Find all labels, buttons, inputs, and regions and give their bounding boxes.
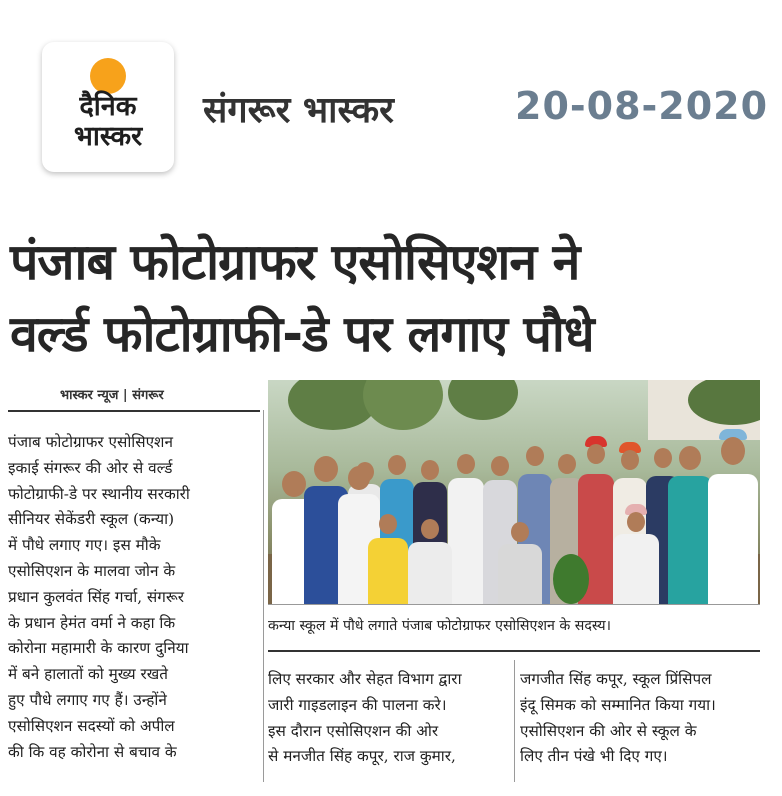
tree-shape (448, 380, 518, 420)
column-line: इकाई संगरूर की ओर से वर्ल्ड (8, 458, 173, 477)
column-line: जारी गाइडलाइन की पालना करे। (268, 695, 447, 714)
potted-plant (553, 508, 589, 604)
logo-line-1: दैनिक (79, 91, 137, 122)
column-line: लिए तीन पंखे भी दिए गए। (520, 747, 668, 766)
column-divider (263, 410, 264, 782)
logo-text (42, 92, 174, 152)
person-figure (448, 438, 484, 604)
next-article-cutoff (8, 784, 768, 796)
column-line: प्रधान कुलवंत सिंह गर्चा, संगरूर (8, 587, 185, 606)
article-column-3 (520, 667, 764, 770)
caption-underline (268, 650, 760, 652)
group-photo (268, 380, 760, 604)
article-column-2 (268, 667, 508, 770)
person-figure (708, 429, 758, 604)
column-line: जगजीत सिंह कपूर, स्कूल प्रिंसिपल (520, 670, 712, 688)
logo-line-2: भास्कर (73, 121, 143, 152)
column-line: एसोसिएशन की ओर से स्कूल के (520, 721, 697, 740)
caption-divider (268, 604, 760, 605)
column-line: फोटोग्राफी-डे पर स्थानीय सरकारी (8, 484, 190, 503)
column-line: के प्रधान हेमंत वर्मा ने कहा कि (8, 613, 176, 632)
column-line: एसोसिएशन के मालवा जोन के (8, 561, 176, 580)
photo-caption: कन्या स्कूल में पौधे लगाते पंजाब फोटोग्राफर एसोसिएशन के सदस्य। (268, 618, 612, 634)
column-line: में बने हालातों को मुख्य रखते (8, 665, 168, 684)
sun-icon (90, 58, 126, 94)
column-line: एसोसिएशन सदस्यों को अपील (8, 716, 175, 735)
column-line: से मनजीत सिंह कपूर, राज कुमार, (268, 747, 456, 766)
article-column-1 (8, 430, 260, 765)
edition-name: संगरूर भास्कर (203, 90, 394, 131)
column-line: कोरोना महामारी के कारण दुनिया (8, 639, 189, 658)
person-figure (408, 519, 452, 604)
column-line: सीनियर सेकेंडरी स्कूल (कन्या) (8, 510, 175, 529)
column-line: लिए सरकार और सेहत विभाग द्वारा (268, 670, 462, 688)
column-line: की कि वह कोरोना से बचाव के (8, 742, 177, 761)
dainik-bhaskar-logo (42, 42, 174, 172)
edition-date: 20-08-2020 (515, 84, 769, 128)
headline-line-2: वर्ल्ड फोटोग्राफी-डे पर लगाए पौधे (10, 305, 594, 363)
person-figure (368, 514, 408, 604)
person-figure (668, 434, 712, 604)
column-line: हुए पौधे लगाए गए हैं। उन्होंने (8, 690, 167, 709)
person-figure (613, 504, 659, 604)
column-divider (514, 660, 515, 782)
person-figure (498, 522, 542, 604)
column-line: पंजाब फोटोग्राफर एसोसिएशन (8, 433, 173, 451)
headline-line-1: पंजाब फोटोग्राफर एसोसिएशन ने (10, 233, 580, 291)
article-headline (10, 226, 770, 370)
column-line: में पौधे लगाए गए। इस मौके (8, 536, 161, 555)
byline: भास्कर न्यूज | संगरूर (60, 388, 164, 403)
column-line: इंदू सिमक को सम्मानित किया गया। (520, 695, 716, 714)
column-line: इस दौरान एसोसिएशन की ओर (268, 721, 439, 740)
tree-shape (363, 380, 443, 430)
byline-divider (8, 410, 260, 412)
